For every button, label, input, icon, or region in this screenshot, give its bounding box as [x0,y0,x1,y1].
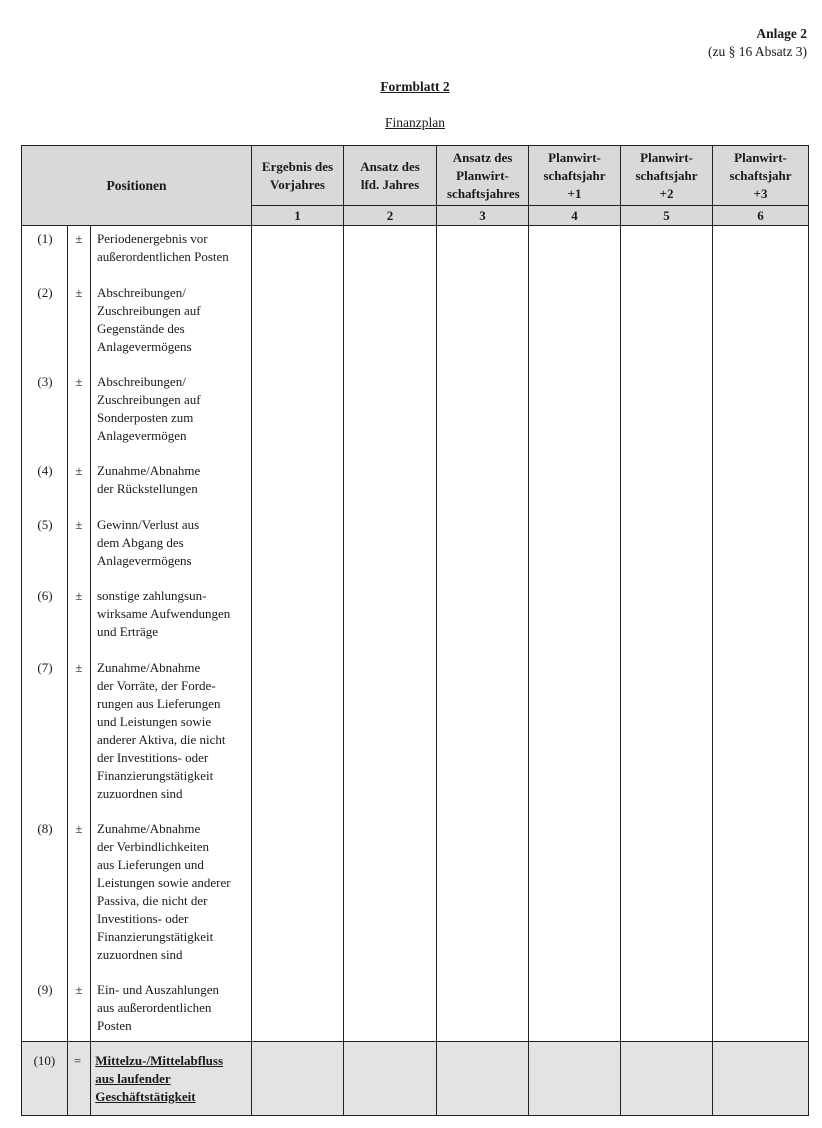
position-number: (5) [37,517,53,532]
value-cell [437,1042,529,1116]
total-label: Mittelzu-/Mittelabfluss aus laufender Geschäftstätigkeit [95,1053,224,1104]
sign-column-divider [90,226,91,1116]
position-row [22,373,257,445]
column-number: 5 [621,206,713,226]
column-header: Planwirt-schaftsjahr +2 [621,146,713,206]
position-row [22,820,257,964]
position-label: Periodenergebnis vor außerordentlichen Posten [97,231,229,264]
position-number: (7) [37,660,53,675]
column-header: Planwirt-schaftsjahr +1 [529,146,621,206]
positions-header: Positionen [22,146,252,226]
annex-paragraph-ref: (zu § 16 Absatz 3) [708,44,807,59]
value-cell [344,226,437,1042]
position-row [22,462,257,498]
number-column-divider [67,226,68,1116]
position-sign: ± [75,517,83,532]
position-sign: ± [75,374,83,389]
column-header: Ansatz des lfd. Jahres [344,146,437,206]
position-number: (1) [37,231,53,246]
position-sign: ± [75,660,83,675]
value-cell [621,1042,713,1116]
total-position [22,1042,252,1116]
column-number: 2 [344,206,437,226]
position-row [22,230,257,266]
column-number: 6 [713,206,809,226]
form-subtitle: Finanzplan [385,115,445,130]
position-row [22,284,257,356]
value-cell [713,226,809,1042]
value-cell [529,1042,621,1116]
financial-plan-table [21,145,809,1116]
position-sign: ± [75,231,83,246]
value-cell [252,226,344,1042]
position-sign: ± [75,285,83,300]
position-number: (9) [37,982,53,997]
position-row [22,516,257,570]
position-number: (6) [37,588,53,603]
column-number: 3 [437,206,529,226]
total-number: (10) [33,1053,56,1068]
position-label: Ein- und Auszahlungen aus außerordentlichen Posten [97,982,220,1033]
total-row [22,1042,809,1116]
position-row [22,587,257,641]
position-label: Zunahme/Abnahme der Vorräte, der Forde- rungen aus Lieferungen und Leistungen sowie anderer Aktiva, die nicht der Investitions- oder Finanzierungstätigkeit zuzuordnen sind [97,660,226,801]
position-row [22,659,257,803]
position-label: sonstige zahlungsun- wirksame Aufwendungen und Erträge [97,588,231,639]
position-row [22,981,257,1035]
position-number: (2) [37,285,53,300]
value-cell [252,1042,344,1116]
position-label: Abschreibungen/ Zuschreibungen auf Gegenstände des Anlagevermögens [97,285,201,354]
position-sign: ± [75,588,83,603]
column-header: Planwirt-schaftsjahr +3 [713,146,809,206]
value-cell [344,1042,437,1116]
value-cell [713,1042,809,1116]
position-sign: ± [75,463,83,478]
total-sign: = [73,1053,82,1068]
position-number: (8) [37,821,53,836]
position-sign: ± [75,821,83,836]
position-sign: ± [75,982,83,997]
position-label: Zunahme/Abnahme der Rückstellungen [97,463,201,496]
column-number: 1 [252,206,344,226]
form-title: Formblatt 2 [380,79,450,94]
value-cell [529,226,621,1042]
column-number: 4 [529,206,621,226]
column-header: Ansatz des Planwirt-schaftsjahres [437,146,529,206]
position-label: Abschreibungen/ Zuschreibungen auf Sonderposten zum Anlagevermögen [97,374,201,443]
position-label: Gewinn/Verlust aus dem Abgang des Anlagevermögens [97,517,200,568]
annex-reference [708,25,807,61]
annex-label: Anlage 2 [756,26,807,41]
positions-list [22,226,252,1042]
position-label: Zunahme/Abnahme der Verbindlichkeiten aus Lieferungen und Leistungen sowie anderer Passiva, die nicht der Investitions- oder Finanzierungstätigkeit zuzuordnen sind [97,821,231,962]
column-header: Ergebnis des Vorjahres [252,146,344,206]
position-number: (3) [37,374,53,389]
value-cell [437,226,529,1042]
value-cell [621,226,713,1042]
position-number: (4) [37,463,53,478]
